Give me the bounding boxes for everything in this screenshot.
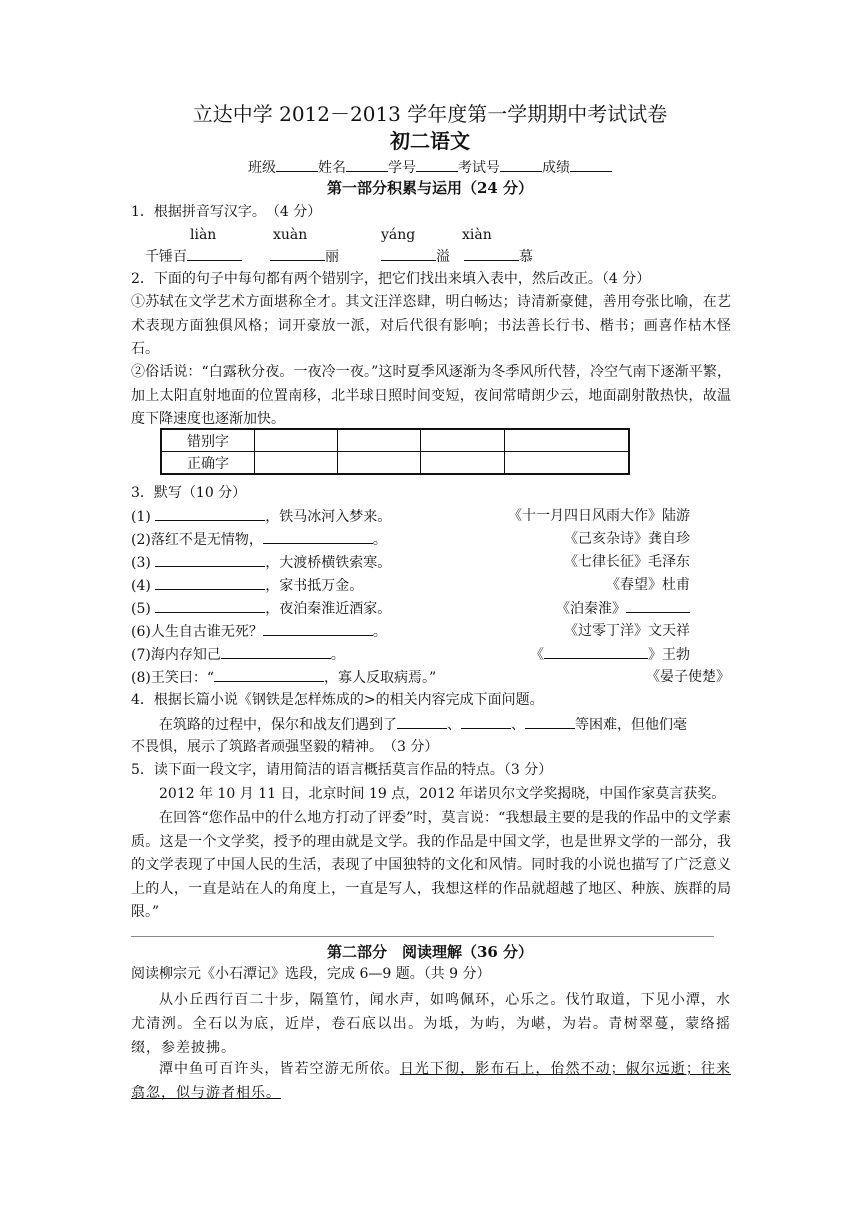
section-divider	[131, 936, 714, 937]
dictation-4-post: ，家书抵万金。	[265, 578, 364, 594]
passage-underlined-text: 日光下彻，影布石上，佁然不动；俶尔远逝；往来翕忽，似与游者相乐。	[131, 1061, 732, 1101]
number-blank[interactable]	[416, 157, 458, 172]
q1-answer-line	[145, 246, 533, 267]
dictation-1-post: ，铁马冰河入梦来。	[265, 509, 392, 525]
dictation-1	[131, 506, 391, 527]
table-cell[interactable]	[504, 429, 629, 452]
dictation-3-pre: (3)	[131, 555, 156, 571]
table-cell[interactable]	[338, 429, 421, 452]
dictation-2-post: 。	[372, 532, 387, 548]
dictation-5	[131, 598, 391, 619]
dictation-3	[131, 552, 391, 573]
dictation-6-source: 《过零丁洋》文天祥	[564, 623, 690, 639]
dictation-8	[131, 667, 436, 688]
exam-title: 立达中学 2012－2013 学年度第一学期期中考试试卷	[192, 102, 668, 126]
dictation-3-post: ，大渡桥横铁索寒。	[265, 555, 392, 571]
dictation-6-post: 。	[372, 624, 387, 640]
dictation-7-pre: (7)海内存知己	[131, 647, 221, 663]
field-name: 姓名	[318, 160, 346, 176]
table-cell[interactable]	[255, 429, 338, 452]
dictation-4	[131, 575, 363, 596]
table-row	[161, 429, 629, 452]
q1-item-1: 千锤百	[145, 249, 187, 265]
row-label-wrong: 错别字	[161, 429, 255, 452]
score-blank[interactable]	[570, 157, 612, 172]
dictation-5-source	[556, 598, 690, 619]
dictation-8-pre: (8)王笑曰：“	[131, 670, 214, 686]
field-number: 学号	[388, 160, 416, 176]
q3-stem: 3．默写（10 分）	[131, 485, 247, 501]
q1-item-3: 溢	[436, 249, 450, 265]
dictation-2-source: 《己亥杂诗》龚自珍	[564, 531, 690, 547]
dictation-1-pre: (1)	[131, 509, 156, 525]
dictation-5-source-title: 《泊秦淮》	[556, 601, 626, 617]
passage-plain-text: 潭中鱼可百许头，皆若空游无所依。	[159, 1061, 400, 1077]
dictation-2	[131, 529, 387, 550]
q4-stem: 4．根据长篇小说《钢铁是怎样炼成的>的相关内容完成下面问题。	[131, 692, 544, 708]
row-label-correct: 正确字	[161, 452, 255, 475]
q1-blank-3[interactable]	[381, 246, 436, 261]
dictation-8-source: 《晏子使楚》	[646, 669, 730, 685]
correction-table	[160, 428, 630, 475]
dictation-7-author: 王勃	[662, 647, 690, 663]
dictation-4-pre: (4)	[131, 578, 156, 594]
dictation-2-pre: (2)落红不是无情物，	[131, 532, 263, 548]
q1-stem: 1．根据拼音写汉字。 （4 分）	[131, 204, 322, 220]
q1-blank-2[interactable]	[270, 246, 325, 261]
pinyin-2: xuàn	[273, 227, 308, 243]
dictation-6	[131, 621, 387, 642]
pinyin-4: xiàn	[462, 227, 492, 243]
q1-blank-4[interactable]	[464, 246, 519, 261]
pinyin-1: liàn	[190, 227, 217, 243]
dictation-7-post: 。	[330, 647, 345, 663]
class-blank[interactable]	[276, 157, 318, 172]
dictation-2-blank[interactable]	[263, 529, 373, 544]
dictation-5-pre: (5)	[131, 601, 156, 617]
dictation-5-author-blank[interactable]	[626, 598, 690, 613]
q2-sentence-1: ①苏轼在文学艺术方面堪称全才。其文汪洋恣肆，明白畅达；诗清新豪健，善用夸张比喻，在艺术表现方面独俱风格；词开豪放一派，对后代很有影响；书法善长行书、楷书；画喜作枯木怪石。	[131, 294, 731, 357]
q4-body-a: 在筑路的过程中，保尔和战友们遇到了	[159, 717, 397, 733]
q5-paragraph-2: 在回答“您作品中的什么地方打动了评委”时，莫言说：“我想最主要的是我的作品中的文学素质。这是一个文学奖，授予的理由就是文学。我的作品是中国文学，也是世界文学的一部分，我的文学表现了中国人民的生活，表现了中国独特的文化和风情。同时我的小说也描写了广泛意义上的人，一直是站在人的角度上，一直是写人，我想这样的作品就超越了地区、种族、族群的局限。”	[131, 810, 731, 920]
dictation-1-blank[interactable]	[155, 506, 265, 521]
dictation-7-blank[interactable]	[221, 644, 331, 659]
dictation-6-blank[interactable]	[263, 621, 373, 636]
q2-stem: 2．下面的句子中每句都有两个错别字，把它们找出来填入表中，然后改正。（4 分）	[131, 271, 651, 287]
q5-paragraph-1: 2012 年 10 月 11 日，北京时间 19 点，2012 年诺贝尔文学奖揭晓，中国作家莫言获奖。	[159, 786, 726, 802]
q4-body-line-1: 在筑路的过程中，保尔和战友们遇到了 、 、 等困难，但他们毫	[159, 714, 687, 735]
dictation-7	[131, 644, 345, 665]
field-class: 班级	[248, 160, 276, 176]
dictation-8-blank[interactable]	[214, 667, 324, 682]
dictation-5-post: ，夜泊秦淮近酒家。	[265, 601, 392, 617]
table-cell[interactable]	[504, 452, 629, 475]
field-score: 成绩	[542, 160, 570, 176]
table-cell[interactable]	[255, 452, 338, 475]
dictation-4-source: 《春望》杜甫	[606, 577, 690, 593]
dictation-4-blank[interactable]	[155, 575, 265, 590]
part2-heading: 第二部分 阅读理解（36 分）	[326, 943, 534, 961]
part1-heading: 第一部分积累与运用（24 分）	[326, 179, 534, 197]
exam-subject: 初二语文	[390, 129, 470, 153]
table-cell[interactable]	[421, 452, 504, 475]
table-cell[interactable]	[421, 429, 504, 452]
table-row	[161, 452, 629, 475]
dictation-7-title-blank[interactable]	[544, 644, 648, 659]
dictation-1-source: 《十一月四日风雨大作》陆游	[508, 508, 690, 524]
q4-blank-2[interactable]	[461, 714, 511, 729]
student-info-line	[0, 157, 860, 178]
name-blank[interactable]	[346, 157, 388, 172]
q1-blank-1[interactable]	[187, 246, 242, 261]
dictation-5-blank[interactable]	[155, 598, 265, 613]
q4-body-b: 等困难，但他们毫	[575, 717, 687, 733]
q4-body-line-2: 不畏惧，展示了筑路者顽强坚毅的精神。 （3 分）	[131, 739, 439, 755]
q1-item-4: 慕	[519, 249, 533, 265]
q4-blank-1[interactable]	[397, 714, 447, 729]
dictation-3-source: 《七律长征》毛泽东	[564, 554, 690, 570]
q4-blank-3[interactable]	[525, 714, 575, 729]
dictation-6-pre: (6)人生自古谁无死？	[131, 624, 263, 640]
dictation-3-blank[interactable]	[155, 552, 265, 567]
q1-item-2: 丽	[325, 249, 339, 265]
q2-sentence-2: ②俗话说：“白露秋分夜。一夜冷一夜。”这时夏季风逐渐为冬季风所代替，冷空气南下逐渐平繁，加上太阳直射地面的位置南移，北半球日照时间变短，夜间常晴朗少云，地面副射散热快，故温度下降速度也逐渐加快。	[131, 364, 731, 427]
q5-stem: 5．读下面一段文字，请用简洁的语言概括莫言作品的特点。（3 分）	[131, 762, 553, 778]
pinyin-3: yáng	[381, 227, 416, 243]
reading-intro: 阅读柳宗元《小石潭记》选段，完成 6—9 题。（共 9 分）	[131, 966, 491, 982]
passage-paragraph-2	[131, 1057, 731, 1105]
passage-paragraph-1: 从小丘西行百二十步，隔篁竹，闻水声，如鸣佩环，心乐之。伐竹取道，下见小潭，水尤清洌。全石以为底，近岸，卷石底以出。为坻，为屿，为嵁，为岩。青树翠蔓，蒙络摇缀，参差披拂。	[131, 992, 731, 1056]
field-exam-no: 考试号	[458, 160, 500, 176]
dictation-8-post: ，寡人反取病焉。”	[324, 670, 437, 686]
dictation-7-source: 《 》王勃	[530, 644, 690, 665]
table-cell[interactable]	[338, 452, 421, 475]
exam-no-blank[interactable]	[500, 157, 542, 172]
